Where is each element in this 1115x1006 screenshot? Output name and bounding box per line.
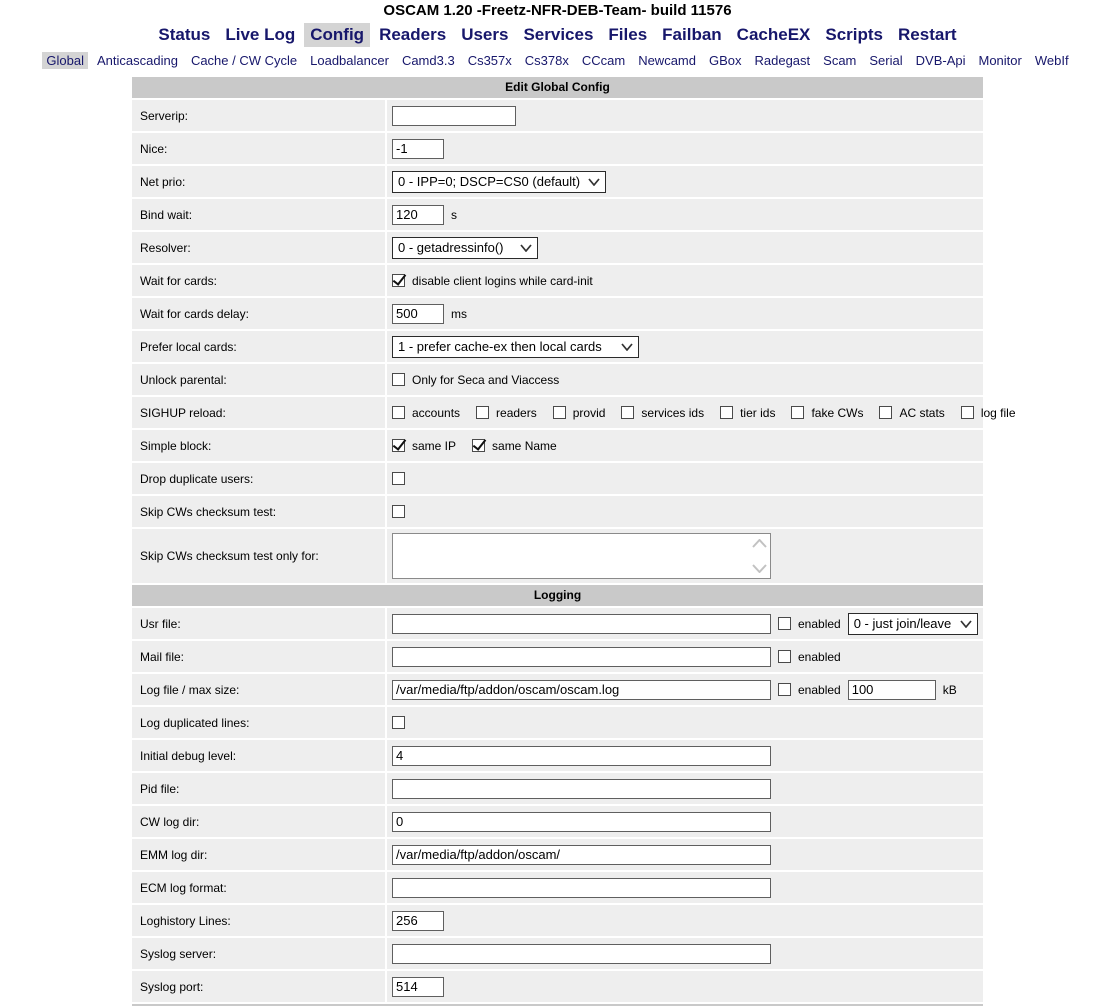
sighup-tier-ids-checkbox[interactable] [720,406,733,419]
row-logduplicatedlines [132,707,983,738]
nav-status[interactable]: Status [158,25,211,44]
row-resolver [132,232,983,263]
row-netprio [132,166,983,197]
bindwait-label: Bind wait: [132,199,387,230]
loghistorylines-label: Loghistory Lines: [132,905,387,936]
tab-scam[interactable]: Scam [823,53,857,68]
waitforcards-checkbox[interactable] [392,274,405,287]
row-simpleblock [132,430,983,461]
nav-restart[interactable]: Restart [898,25,957,44]
row-bindwait [132,199,983,230]
main-nav [0,23,1115,47]
dropduplicateusers-checkbox[interactable] [392,472,405,485]
logfile-input[interactable] [392,680,771,700]
tab-gbox[interactable]: GBox [708,53,742,68]
usrfile-mode-select[interactable] [848,613,978,635]
initialdebuglevel-label: Initial debug level: [132,740,387,771]
emmlogdir-label: EMM log dir: [132,839,387,870]
simpleblock-same-name-checkbox[interactable] [472,439,485,452]
netprio-select[interactable] [392,171,606,193]
resolver-selected-value: 0 - getadressinfo() [398,240,504,255]
nav-config[interactable]: Config [304,23,370,47]
logfile-maxsize-input[interactable] [848,680,936,700]
nice-input[interactable] [392,139,444,159]
chevron-down-icon [520,244,532,252]
row-loghistorylines [132,905,983,936]
scroll-down-icon[interactable] [752,564,767,573]
logfile-maxsize-unit: kB [942,682,957,697]
sighup-readers-checkbox[interactable] [476,406,489,419]
nav-files[interactable]: Files [608,25,648,44]
tab-webif[interactable]: WebIf [1034,53,1069,68]
section-header-edit-global-config: Edit Global Config [132,77,983,98]
row-skipcwsonly [132,529,983,583]
unlockparental-label: Unlock parental: [132,364,387,395]
row-sighupreload [132,397,1016,428]
tab-loadbalancer[interactable]: Loadbalancer [310,53,389,68]
tab-cccam[interactable]: CCcam [581,53,626,68]
row-usrfile [132,608,983,639]
syslogserver-label: Syslog server: [132,938,387,969]
sighup-log-file-checkbox[interactable] [961,406,974,419]
nav-cacheex[interactable]: CacheEX [736,25,811,44]
usrfile-enabled-checkbox[interactable] [778,617,791,630]
syslogport-label: Syslog port: [132,971,387,1002]
bindwait-unit: s [451,207,457,222]
waitforcardsdelay-label: Wait for cards delay: [132,298,387,329]
pidfile-input[interactable] [392,779,771,799]
mailfile-label: Mail file: [132,641,387,672]
row-serverip [132,100,983,131]
tab-anticascading[interactable]: Anticascading [96,53,178,68]
sighup-log-file-label: log file [980,405,1016,420]
netprio-label: Net prio: [132,166,387,197]
row-skipcws [132,496,983,527]
tab-camd33[interactable]: Camd3.3 [401,53,455,68]
tab-dvb-api[interactable]: DVB-Api [915,53,966,68]
tab-monitor[interactable]: Monitor [978,53,1022,68]
initialdebuglevel-input[interactable] [392,746,771,766]
waitforcardsdelay-unit: ms [451,306,467,321]
tab-global[interactable]: Global [42,52,88,69]
simpleblock-same-ip-label: same IP [412,438,457,453]
config-sub-nav [0,52,1115,69]
row-mailfile [132,641,983,672]
serverip-input[interactable] [392,106,516,126]
mailfile-enabled-checkbox[interactable] [778,650,791,663]
sighup-services-ids-checkbox[interactable] [621,406,634,419]
logfile-label: Log file / max size: [132,674,387,705]
chevron-down-icon [588,178,600,186]
sighup-ac-stats-checkbox[interactable] [879,406,892,419]
simpleblock-same-name-label: same Name [492,438,557,453]
resolver-label: Resolver: [132,232,387,263]
nav-readers[interactable]: Readers [379,25,447,44]
mailfile-enabled-label: enabled [798,649,841,664]
sighupreload-label: SIGHUP reload: [132,397,387,428]
row-logfile [132,674,983,705]
nav-services[interactable]: Services [523,25,594,44]
tab-radegast[interactable]: Radegast [754,53,811,68]
mailfile-input[interactable] [392,647,771,667]
row-pidfile [132,773,983,804]
tab-cs357x[interactable]: Cs357x [467,53,512,68]
usrfile-input[interactable] [392,614,771,634]
row-cwlogdir [132,806,983,837]
usrfile-label: Usr file: [132,608,387,639]
scroll-up-icon[interactable] [752,539,767,548]
cwlogdir-label: CW log dir: [132,806,387,837]
skipcwsonly-textarea[interactable] [392,533,771,579]
tab-serial[interactable]: Serial [869,53,903,68]
waitforcards-text: disable client logins while card-init [412,273,593,288]
row-nice [132,133,983,164]
resolver-select[interactable] [392,237,538,259]
nav-failban[interactable]: Failban [662,25,722,44]
nav-users[interactable]: Users [461,25,509,44]
sighup-fake-cws-checkbox[interactable] [791,406,804,419]
row-syslogport [132,971,983,1002]
tab-cache-cw-cycle[interactable]: Cache / CW Cycle [190,53,298,68]
sighup-fake-cws-label: fake CWs [811,405,864,420]
simpleblock-label: Simple block: [132,430,387,461]
unlockparental-text: Only for Seca and Viaccess [412,372,560,387]
skipcws-checkbox[interactable] [392,505,405,518]
simpleblock-same-ip-checkbox[interactable] [392,439,405,452]
tab-newcamd[interactable]: Newcamd [638,53,696,68]
row-syslogserver [132,938,983,969]
chevron-down-icon [960,620,972,628]
sighup-ac-stats-label: AC stats [899,405,945,420]
preferlocalcards-select[interactable] [392,336,639,358]
waitforcardsdelay-input[interactable] [392,304,444,324]
row-waitforcardsdelay [132,298,983,329]
ecmlogformat-input[interactable] [392,878,771,898]
row-unlockparental [132,364,983,395]
global-config-form [132,77,1016,1006]
netprio-selected-value: 0 - IPP=0; DSCP=CS0 (default) [398,174,581,189]
logduplicatedlines-checkbox[interactable] [392,716,405,729]
logfile-enabled-checkbox[interactable] [778,683,791,696]
sighup-readers-label: readers [496,405,537,420]
sighup-provid-checkbox[interactable] [553,406,566,419]
bindwait-input[interactable] [392,205,444,225]
skipcws-label: Skip CWs checksum test: [132,496,387,527]
skipcwsonly-label: Skip CWs checksum test only for: [132,529,387,583]
logduplicatedlines-label: Log duplicated lines: [132,707,387,738]
row-emmlogdir [132,839,983,870]
sighup-accounts-checkbox[interactable] [392,406,405,419]
sighup-tier-ids-label: tier ids [740,405,776,420]
syslogport-input[interactable] [392,977,444,997]
sighup-services-ids-label: services ids [641,405,705,420]
waitforcards-label: Wait for cards: [132,265,387,296]
ecmlogformat-label: ECM log format: [132,872,387,903]
preferlocalcards-selected-value: 1 - prefer cache-ex then local cards [398,339,602,354]
emmlogdir-input[interactable] [392,845,771,865]
nav-scripts[interactable]: Scripts [825,25,884,44]
chevron-down-icon [621,343,633,351]
row-dropduplicateusers [132,463,983,494]
row-initialdebuglevel [132,740,983,771]
dropduplicateusers-label: Drop duplicate users: [132,463,387,494]
tab-cs378x[interactable]: Cs378x [524,53,569,68]
page-title: OSCAM 1.20 -Freetz-NFR-DEB-Team- build 11576 [383,2,732,19]
section-header-logging: Logging [132,585,983,606]
cwlogdir-input[interactable] [392,812,771,832]
skipcwsonly-textarea-wrap [392,533,771,579]
row-preferlocalcards [132,331,983,362]
preferlocalcards-label: Prefer local cards: [132,331,387,362]
syslogserver-input[interactable] [392,944,771,964]
serverip-label: Serverip: [132,100,387,131]
sighup-provid-label: provid [572,405,606,420]
row-waitforcards [132,265,983,296]
logfile-enabled-label: enabled [798,682,841,697]
pidfile-label: Pid file: [132,773,387,804]
nice-label: Nice: [132,133,387,164]
usrfile-mode-selected-value: 0 - just join/leave [853,616,952,631]
unlockparental-checkbox[interactable] [392,373,405,386]
usrfile-enabled-label: enabled [798,616,841,631]
loghistorylines-input[interactable] [392,911,444,931]
nav-live-log[interactable]: Live Log [225,25,296,44]
row-ecmlogformat [132,872,983,903]
sighup-accounts-label: accounts [412,405,461,420]
